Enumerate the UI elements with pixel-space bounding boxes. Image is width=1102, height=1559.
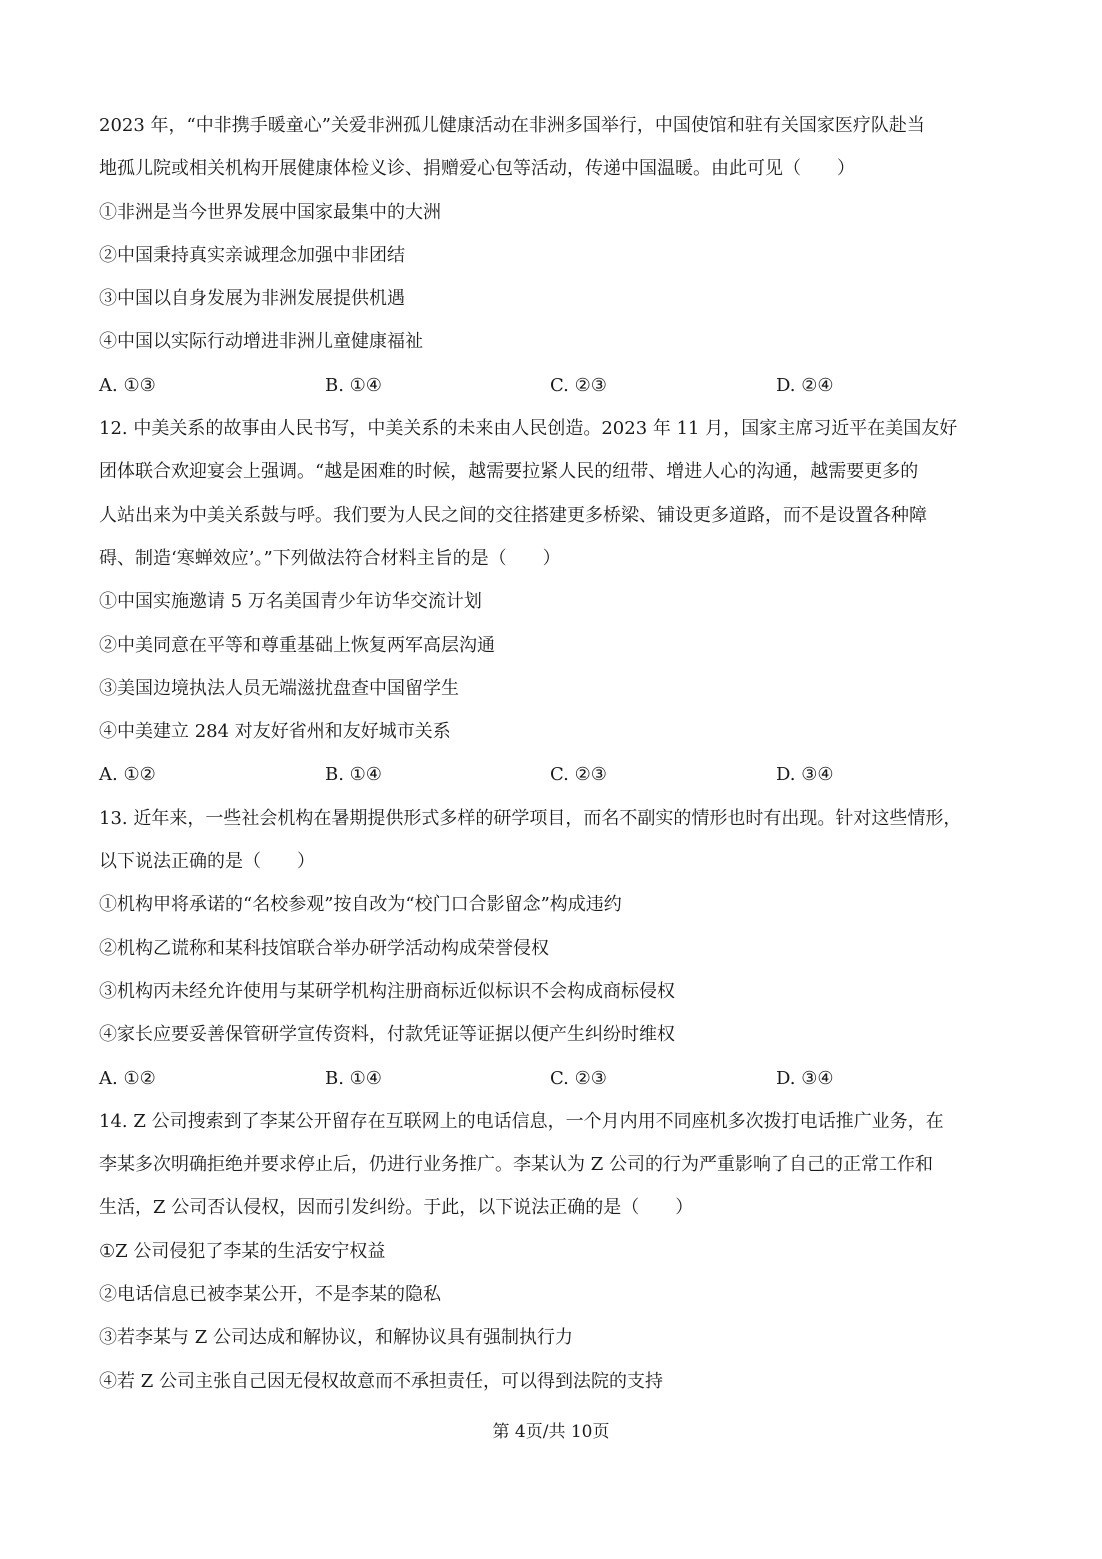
question-14	[99, 1100, 1009, 1403]
question-text-line: 2023 年，“中非携手暖童心”关爱非洲孤儿健康活动在非洲多国举行，中国使馆和驻有关国家医疗队赴当	[99, 115, 925, 136]
question-text-line: 李某多次明确拒绝并要求停止后，仍进行业务推广。李某认为 Z 公司的行为严重影响了自己的正常工作和	[99, 1154, 933, 1176]
question-text-line: 13. 近年来，一些社会机构在暑期提供形式多样的研学项目，而名不副实的情形也时有出现。针对这些情形，	[99, 807, 962, 829]
statement-2: ②中美同意在平等和尊重基础上恢复两军高层沟通	[99, 634, 495, 656]
page-content	[99, 104, 1009, 1403]
statement-2: ②机构乙谎称和某科技馆联合举办研学活动构成荣誉侵权	[99, 937, 549, 959]
question-text-line: 生活，Z 公司否认侵权，因而引发纠纷。于此，以下说法正确的是（ ）	[99, 1197, 694, 1219]
option-d: D. ③④	[776, 764, 834, 786]
statement-4: ④中美建立 284 对友好省州和友好城市关系	[99, 721, 451, 743]
answer-options	[99, 364, 1009, 407]
answer-options	[99, 753, 1009, 796]
question-text-line: 人站出来为中美关系鼓与呼。我们要为人民之间的交往搭建更多桥梁、铺设更多道路，而不是设置各种障	[99, 504, 927, 526]
statement-1: ①中国实施邀请 5 万名美国青少年访华交流计划	[99, 591, 482, 613]
statement-2: ②中国秉持真实亲诚理念加强中非团结	[99, 244, 405, 266]
statement-3: ③中国以自身发展为非洲发展提供机遇	[99, 288, 405, 310]
option-a: A. ①②	[99, 764, 156, 786]
question-text-line: 碍、制造‘寒蝉效应’。”下列做法符合材料主旨的是（ ）	[99, 547, 561, 569]
statement-1: ①非洲是当今世界发展中国家最集中的大洲	[99, 201, 441, 223]
statement-1: ①机构甲将承诺的“名校参观”按自改为“校门口合影留念”构成违约	[99, 894, 622, 916]
question-12	[99, 407, 1009, 797]
option-a: A. ①③	[99, 374, 156, 396]
answer-options	[99, 1057, 1009, 1100]
question-13	[99, 797, 1009, 1100]
option-d: D. ③④	[776, 1067, 834, 1089]
option-b: B. ①④	[325, 374, 382, 396]
option-a: A. ①②	[99, 1067, 156, 1089]
page-number: 第 4页/共 10页	[492, 1422, 610, 1442]
question-text-line: 地孤儿院或相关机构开展健康体检义诊、捐赠爱心包等活动，传递中国温暖。由此可见（ ）	[99, 158, 855, 180]
statement-1: ①Z 公司侵犯了李某的生活安宁权益	[99, 1240, 386, 1262]
question-11	[99, 104, 1009, 407]
option-c: C. ②③	[550, 1067, 607, 1089]
option-c: C. ②③	[550, 764, 607, 786]
question-text-line: 以下说法正确的是（ ）	[99, 851, 315, 873]
option-c: C. ②③	[550, 374, 607, 396]
statement-4: ④若 Z 公司主张自己因无侵权故意而不承担责任，可以得到法院的支持	[99, 1370, 663, 1392]
option-b: B. ①④	[325, 764, 382, 786]
statement-3: ③机构丙未经允许使用与某研学机构注册商标近似标识不会构成商标侵权	[99, 980, 675, 1002]
statement-4: ④家长应要妥善保管研学宣传资料，付款凭证等证据以便产生纠纷时维权	[99, 1024, 675, 1046]
statement-4: ④中国以实际行动增进非洲儿童健康福祉	[99, 331, 423, 353]
question-text-line: 团体联合欢迎宴会上强调。“越是困难的时候，越需要拉紧人民的纽带、增进人心的沟通，越需要更多的	[99, 461, 919, 483]
statement-3: ③美国边境执法人员无端滋扰盘查中国留学生	[99, 677, 459, 699]
statement-2: ②电话信息已被李某公开，不是李某的隐私	[99, 1284, 441, 1306]
option-b: B. ①④	[325, 1067, 382, 1089]
question-text-line: 14. Z 公司搜索到了李某公开留存在互联网上的电话信息，一个月内用不同座机多次拨打电话推广业务，在	[99, 1110, 944, 1132]
statement-3: ③若李某与 Z 公司达成和解协议，和解协议具有强制执行力	[99, 1327, 573, 1349]
option-d: D. ②④	[776, 374, 834, 396]
question-text-line: 12. 中美关系的故事由人民书写，中美关系的未来由人民创造。2023 年 11 月，国家主席习近平在美国友好	[99, 418, 958, 440]
